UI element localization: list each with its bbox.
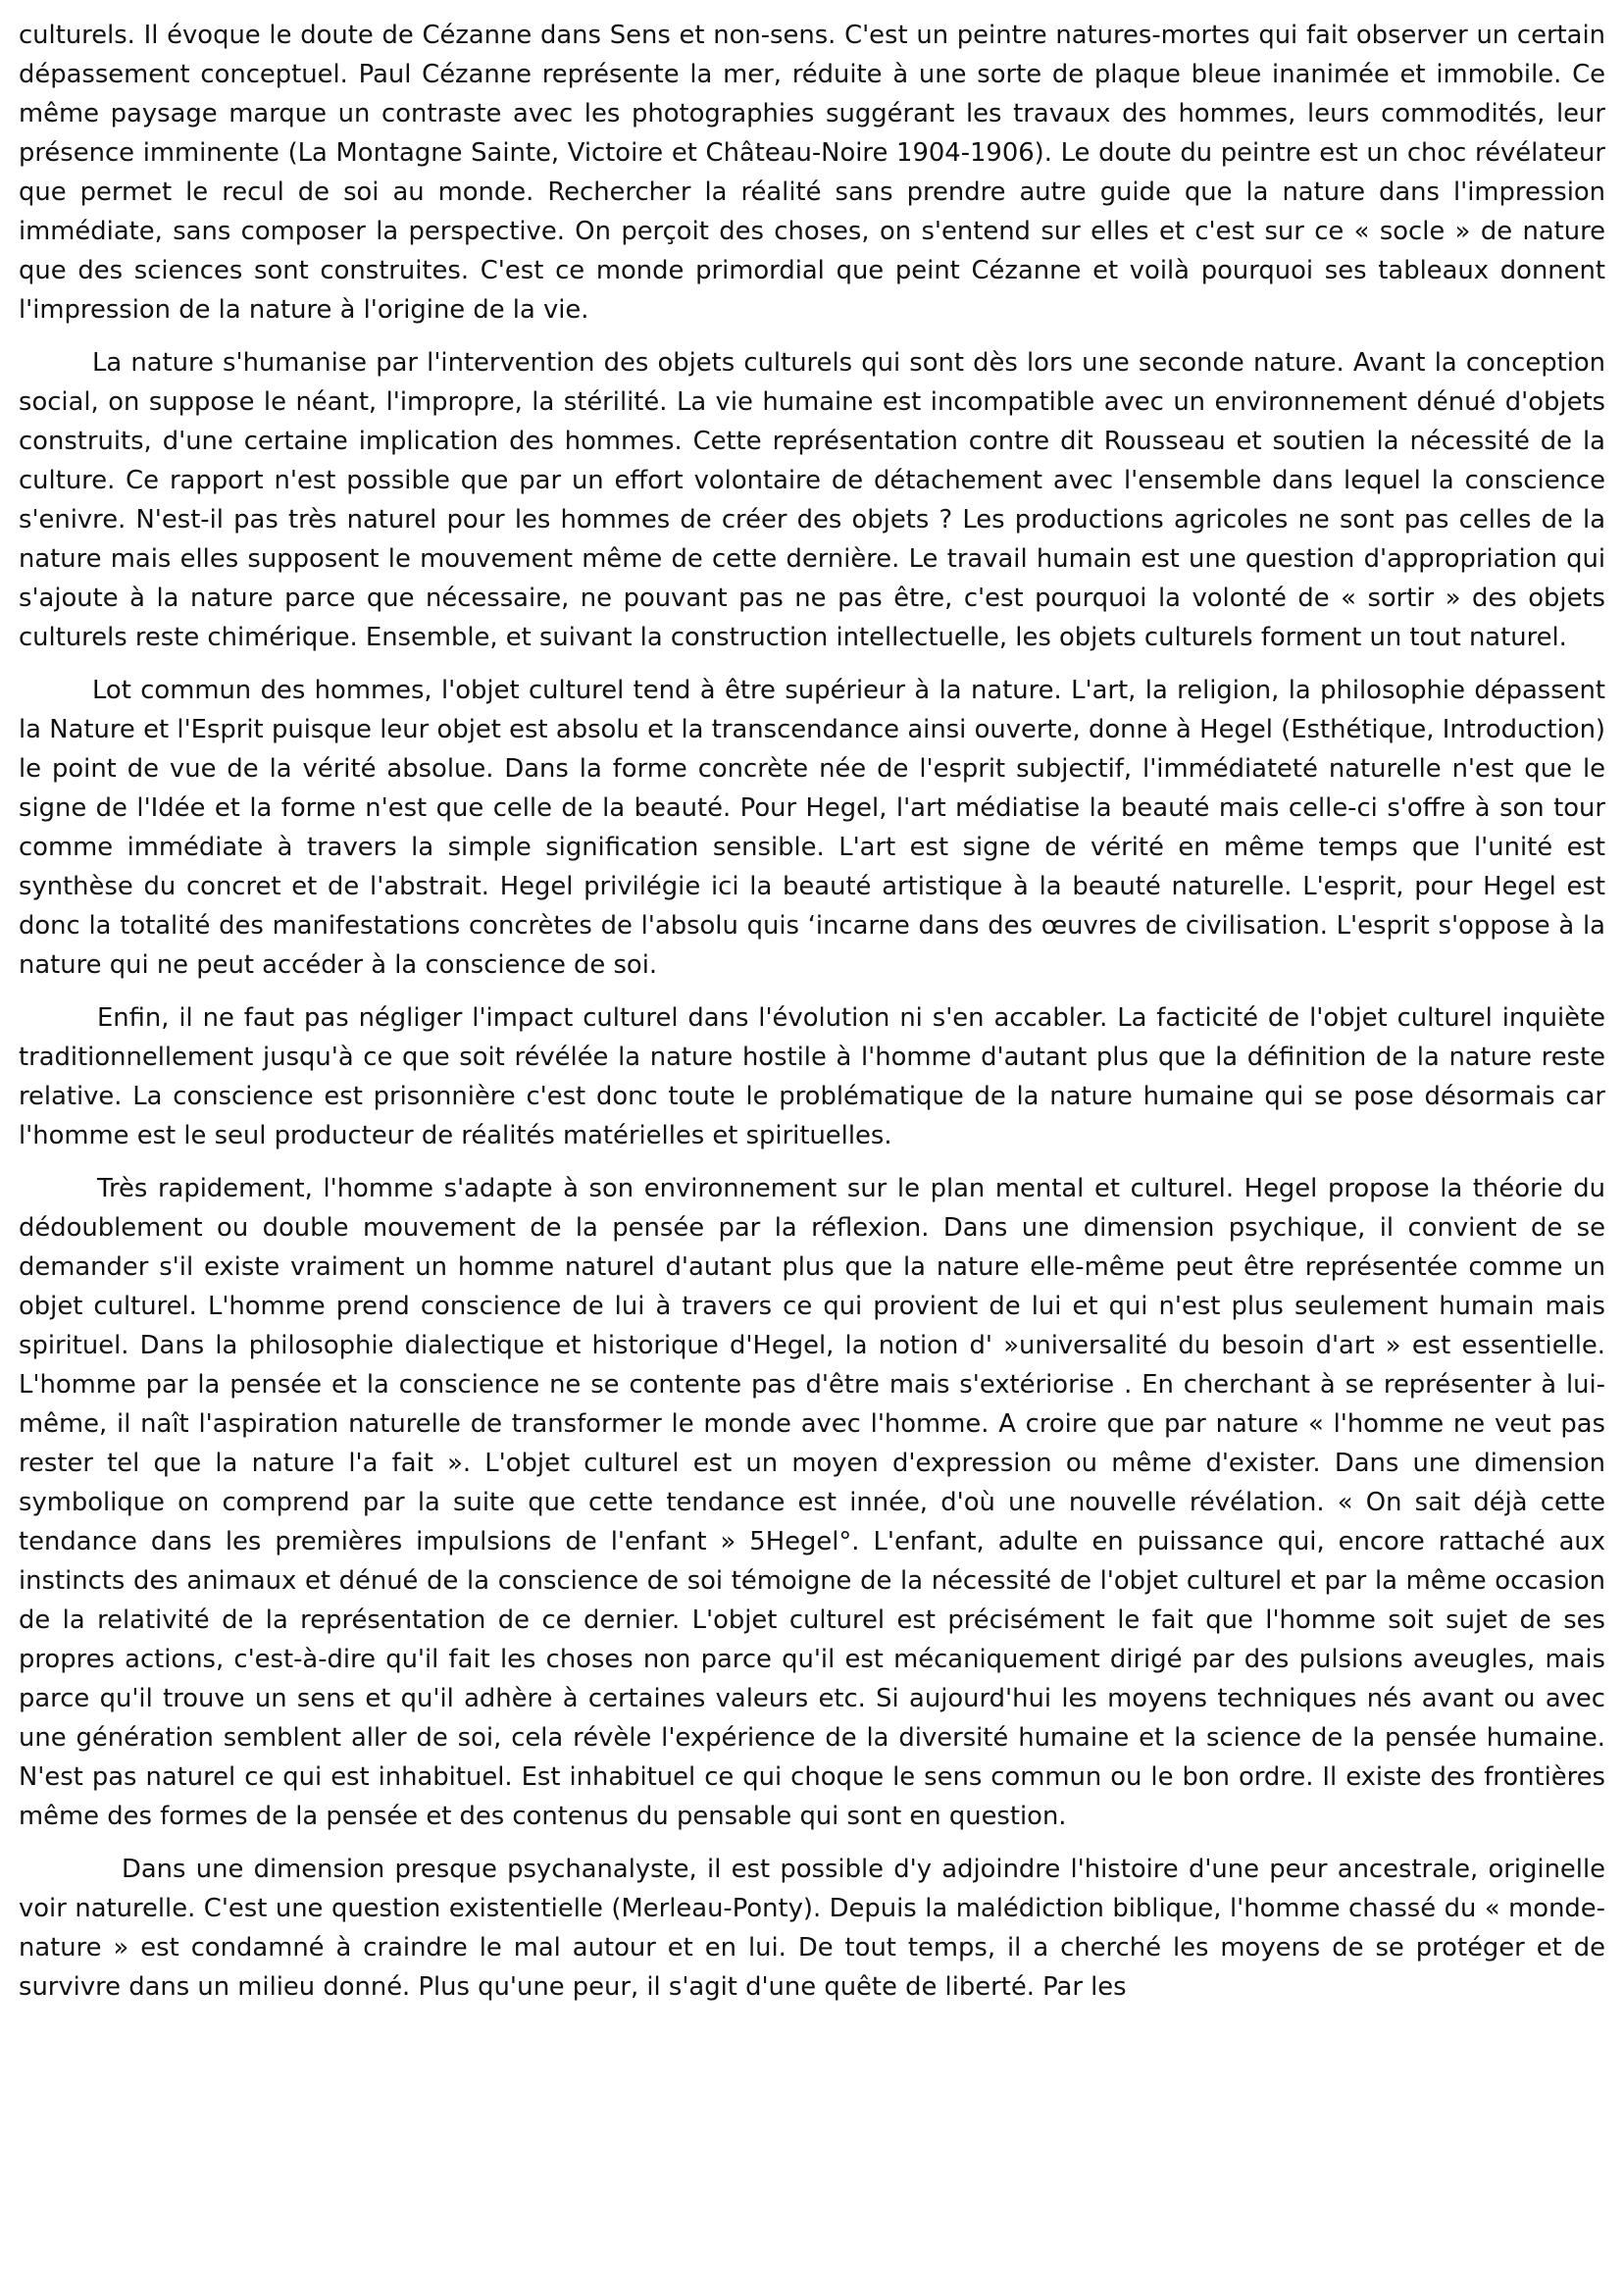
paragraph-tres-rapidement: Très rapidement, l'homme s'adapte à son environnement sur le plan mental et culturel. Hegel propose la théorie du dédoublement ou double mouvement de la pensée par la réflexion. Dans une dimension psychique, il convient de se demander s'il existe vraiment un homme naturel d'autant plus que la nature elle-même peut être représentée comme un objet culturel. L'homme prend conscience de lui à travers ce qui provient de lui et qui n'est plus seulement humain mais spirituel. Dans la philosophie dialectique et historique d'Hegel, la notion d' »universalité du besoin d'art » est essentielle. L'homme par la pensée et la conscience ne se contente pas d'être mais s'extériorise . En cherchant à se représenter à lui-même, il naît l'aspiration naturelle de transformer le monde avec l'homme. A croire que par nature « l'homme ne veut pas rester tel que la nature l'a fait ». L'objet culturel est un moyen d'expression ou même d'exister. Dans une dimension symbolique on comprend par la suite que cette tendance est innée, d'où une nouvelle révélation. « On sait déjà cette tendance dans les premières impulsions de l'enfant » 5Hegel°. L'enfant, adulte en puissance qui, encore rattaché aux instincts des animaux et dénué de la conscience de soi témoigne de la nécessité de l'objet culturel et par la même occasion de la relativité de la représentation de ce dernier. L'objet culturel est précisément le fait que l'homme soit sujet de ses propres actions, c'est-à-dire qu'il fait les choses non parce qu'il est mécaniquement dirigé par des pulsions aveugles, mais parce qu'il trouve un sens et qu'il adhère à certaines valeurs etc. Si aujourd'hui les moyens techniques nés avant ou avec une génération semblent aller de soi, cela révèle l'expérience de la diversité humaine et la science de la pensée humaine. N'est pas naturel ce qui est inhabituel. Est inhabituel ce qui choque le sens commun ou le bon ordre. Il existe des frontières même des formes de la pensée et des contenus du pensable qui sont en question. xyxy=(19,1174,1605,1831)
paragraph-lot-commun: Lot commun des hommes, l'objet culturel tend à être supérieur à la nature. L'art, la religion, la philosophie dépassent la Nature et l'Esprit puisque leur objet est absolu et la transcendance ainsi ouverte, donne à Hegel (Esthétique, Introduction) le point de vue de la vérité absolue. Dans la forme concrète née de l'esprit subjectif, l'immédiateté naturelle n'est que le signe de l'Idée et la forme n'est que celle de la beauté. Pour Hegel, l'art médiatise la beauté mais celle-ci s'offre à son tour comme immédiate à travers la simple signification sensible. L'art est signe de vérité en même temps que l'unité est synthèse du concret et de l'abstrait. Hegel privilégie ici la beauté artistique à la beauté naturelle. L'esprit, pour Hegel est donc la totalité des manifestations concrètes de l'absolu quis ‘incarne dans des œuvres de civilisation. L'esprit s'oppose à la nature qui ne peut accéder à la conscience de soi. xyxy=(19,676,1605,980)
paragraph-psychanalyste: Dans une dimension presque psychanalyste, il est possible d'y adjoindre l'histoire d'une peur ancestrale, originelle voir naturelle. C'est une question existentielle (Merleau-Ponty). Depuis la malédiction biblique, l'homme chassé du « monde-nature » est condamné à craindre le mal autour et en lui. De tout temps, il a cherché les moyens de se protéger et de survivre dans un milieu donné. Plus qu'une peur, il s'agit d'une quête de liberté. Par les xyxy=(19,1855,1605,2002)
paragraph-nature-humanise: La nature s'humanise par l'intervention des objets culturels qui sont dès lors une seconde nature. Avant la conception social, on suppose le néant, l'impropre, la stérilité. La vie humaine est incompatible avec un environnement dénué d'objets construits, d'une certaine implication des hommes. Cette représentation contre dit Rousseau et soutien la nécessité de la culture. Ce rapport n'est possible que par un effort volontaire de détachement avec l'ensemble dans lequel la conscience s'enivre. N'est-il pas très naturel pour les hommes de créer des objets ? Les productions agricoles ne sont pas celles de la nature mais elles supposent le mouvement même de cette dernière. Le travail humain est une question d'appropriation qui s'ajoute à la nature parce que nécessaire, ne pouvant pas ne pas être, c'est pourquoi la volonté de « sortir » des objets culturels reste chimérique. Ensemble, et suivant la construction intellectuelle, les objets culturels forment un tout naturel. xyxy=(19,348,1605,652)
paragraph-enfin: Enfin, il ne faut pas négliger l'impact culturel dans l'évolution ni s'en accabler. La facticité de l'objet culturel inquiète traditionnellement jusqu'à ce que soit révélée la nature hostile à l'homme d'autant plus que la définition de la nature reste relative. La conscience est prisonnière c'est donc toute le problématique de la nature humaine qui se pose désormais car l'homme est le seul producteur de réalités matérielles et spirituelles. xyxy=(19,1003,1605,1150)
paragraph-cezanne: culturels. Il évoque le doute de Cézanne dans Sens et non-sens. C'est un peintre natures-mortes qui fait observer un certain dépassement conceptuel. Paul Cézanne représente la mer, réduite à une sorte de plaque bleue inanimée et immobile. Ce même paysage marque un contraste avec les photographies suggérant les travaux des hommes, leurs commodités, leur présence imminente (La Montagne Sainte, Victoire et Château-Noire 1904-1906). Le doute du peintre est un choc révélateur que permet le recul de soi au monde. Rechercher la réalité sans prendre autre guide que la nature dans l'impression immédiate, sans composer la perspective. On perçoit des choses, on s'entend sur elles et c'est sur ce « socle » de nature que des sciences sont construites. C'est ce monde primordial que peint Cézanne et voilà pourquoi ses tableaux donnent l'impression de la nature à l'origine de la vie. xyxy=(19,21,1605,325)
document-page xyxy=(19,16,1605,2007)
